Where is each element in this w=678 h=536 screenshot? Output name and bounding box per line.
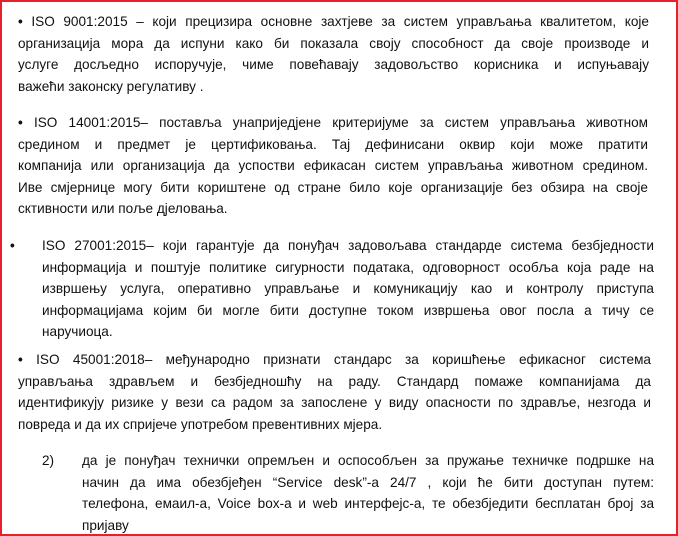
item-line — [18, 349, 651, 371]
item-text: ISO 9001:2015 – који прецизира основне захтјеве за систем управљања квалитетом, које — [31, 14, 649, 29]
item-text: ISO 45001:2018– међународно признати стандарс за коришћење ефикасног система — [36, 352, 651, 367]
item-text: ISO 27001:2015– који гарантује да понуђач задовољава стандарде система безбједности — [42, 238, 654, 253]
item-line: информацијама којим би могле бити доступне током извршења овог посла а тичу се — [42, 302, 654, 318]
iso-9001-item — [18, 11, 649, 97]
item-line: информација и поштује политике сигурности података, одговорност особља која раде на — [42, 259, 654, 275]
iso-27001-item — [10, 235, 654, 343]
item-line: управљања здрављем и безбједношћу на раду. Стандард помаже компанијама да — [18, 373, 651, 389]
item-line: повреда и да их спријече употребом превентивних мјера. — [18, 416, 383, 432]
bullet-icon: • — [18, 115, 23, 130]
item-line: начин да има обезбјеђен “Service desk”-а 24/7 , који ће бити доступан путем: — [82, 474, 654, 490]
bullet-icon: • — [10, 238, 15, 253]
item-line: услуге досљедно испоручује, чиме повећавају задовољство корисника и испуњавају — [18, 57, 649, 72]
item-line: важећи законску регулативу . — [18, 78, 204, 94]
item-line: наручиоца. — [42, 324, 113, 339]
item-line: сктивности или поље дјеловања. — [18, 201, 228, 216]
item-line — [18, 11, 649, 33]
bullet-icon: • — [18, 352, 23, 367]
item-line: да је понуђач технички опремљен и оспособљен за пружање техничке подршке на — [82, 453, 654, 468]
bullet-icon: • — [18, 14, 23, 29]
item-line: пријаву — [82, 517, 129, 533]
item-line — [10, 235, 654, 257]
item-line — [18, 112, 648, 134]
iso-45001-item — [18, 349, 651, 435]
item-number: 2) — [42, 453, 55, 468]
item-line: Иве смјернице могу бити кориштене од стране било које организације без обзира на своје — [18, 179, 648, 195]
iso-14001-item — [18, 112, 648, 220]
item-line: извршењу услуга, оперативно управљање и комуникацију као и контролу приступа — [42, 281, 654, 296]
item-text: ISO 14001:2015– поставља унаприједјене критеријуме за систем управљања животном — [33, 115, 648, 130]
item-line: телефона, емаил-а, Voice box-а и web интерфејс-а, те обезбједити бесплатан број за — [82, 496, 654, 511]
item-line: организација мора да испуни како би показала своју способност да своје производе и — [18, 35, 649, 51]
item-line: идентификују ризике у вези са радом за запослене у виду опасности по здравље, незгода и — [18, 395, 651, 410]
item-line: средином и предмет је цертификовања. Тај дефинисани оквир који може пратити — [18, 136, 648, 152]
numbered-item-2 — [42, 450, 654, 536]
item-line: компанија или организација да успостви ефикасан систем управљања животном средином. — [18, 158, 648, 173]
